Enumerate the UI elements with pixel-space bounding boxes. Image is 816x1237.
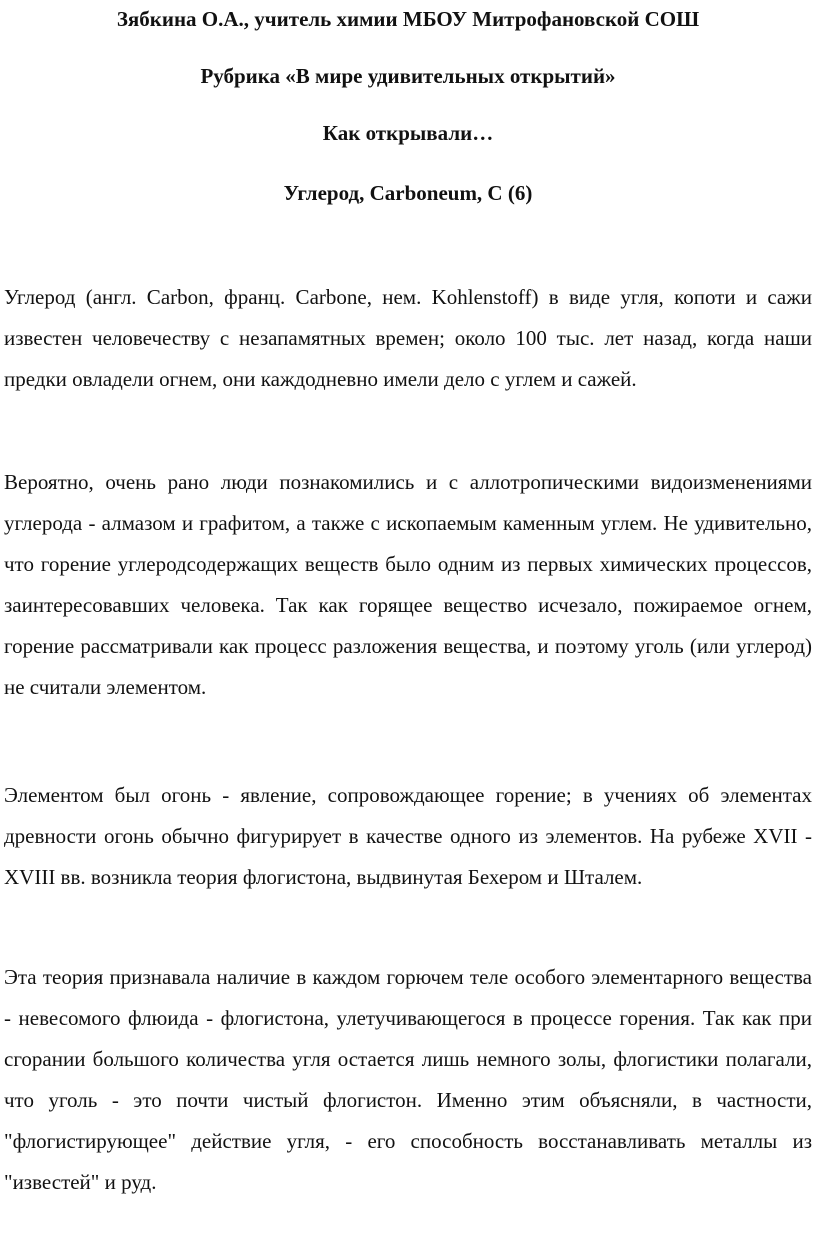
series-heading: Как открывали… [322, 121, 494, 145]
paragraph-fire-element: Элементом был огонь - явление, сопровождающее горение; в учениях об элементах древности огонь обычно фигурирует в качестве одного из элементов. На рубеже XVII - XVIII вв. возникла теория флогистона, выдвинутая Бехером и Шталем. [4, 783, 812, 889]
element-heading: Углерод, Carboneum, C (6) [283, 181, 533, 205]
paragraph-allotropes: Вероятно, очень рано люди познакомились и с аллотропическими видоизменениями углерода - алмазом и графитом, а также с ископаемым каменным углем. Не удивительно, что горение углеродсодержащих веществ было одним из первых химических процессов, заинтересовавших человека. Так как горящее вещество исчезало, пожираемое огнем, горение рассматривали как процесс разложения вещества, и поэтому уголь (или углерод) не считали элементом. [4, 470, 812, 699]
paragraph-intro: Углерод (англ. Carbon, франц. Carbone, нем. Kohlenstoff) в виде угля, копоти и сажи известен человечеству с незапамятных времен; около 100 тыс. лет назад, когда наши предки овладели огнем, они каждодневно имели дело с углем и сажей. [4, 285, 812, 391]
paragraph-phlogiston: Эта теория признавала наличие в каждом горючем теле особого элементарного вещества - невесомого флюида - флогистона, улетучивающегося в процессе горения. Так как при сгорании большого количества угля остается лишь немного золы, флогистики полагали, что уголь - это почти чистый флогистон. Именно этим объясняли, в частности, "флогистирующее" действие угля, - его способность восстанавливать металлы из "известей" и руд. [4, 965, 812, 1194]
rubric-heading: Рубрика «В мире удивительных открытий» [200, 64, 616, 88]
author-heading: Зябкина О.А., учитель химии МБОУ Митрофановской СОШ [116, 7, 700, 31]
